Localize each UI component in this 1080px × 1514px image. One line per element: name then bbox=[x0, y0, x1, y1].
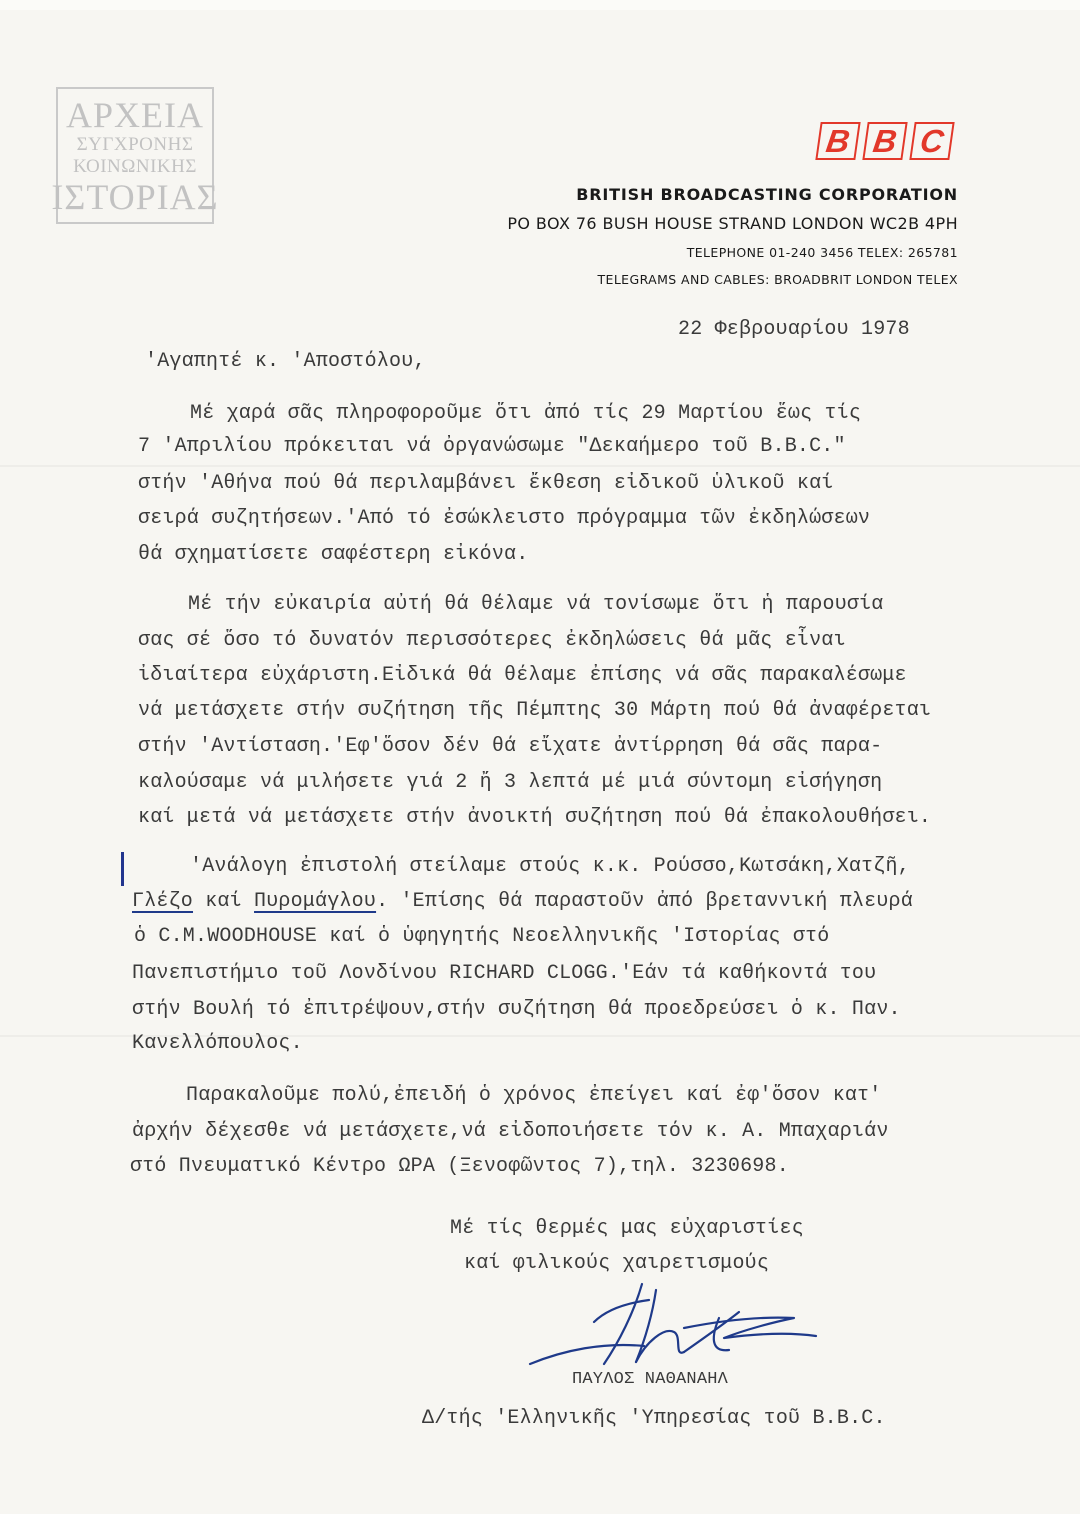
logo-letter: B bbox=[815, 122, 860, 160]
organization-address: PO BOX 76 BUSH HOUSE STRAND LONDON WC2B 4PH bbox=[507, 214, 958, 233]
cables-line: TELEGRAMS AND CABLES: BROADBRIT LONDON TELEX bbox=[597, 272, 958, 287]
signer-title: Δ/τής 'Ελληνικῆς 'Υπηρεσίας τοῦ Β.Β.C. bbox=[422, 1407, 886, 1430]
paragraph-line: σειρά συζητήσεων.'Από τό ἐσώκλειστο πρόγραμμα τῶν ἐκδηλώσεων bbox=[138, 507, 871, 530]
paragraph-line: ὁ C.M.WOODHOUSE καί ὁ ὑφηγητής Νεοελληνικῆς 'Ιστορίας στό bbox=[134, 925, 830, 948]
paragraph-line: στήν Βουλή τό ἐπιτρέψουν,στήν συζήτηση θά προεδρεύσει ὁ κ. Παν. bbox=[132, 998, 901, 1021]
signer-name: ΠΑΥΛΟΣ ΝΑΘΑΝΑΗΛ bbox=[572, 1370, 729, 1389]
paragraph-line: καί μετά νά μετάσχετε στήν ἀνοικτή συζήτηση πού θά ἐπακολουθήσει. bbox=[138, 806, 932, 829]
stamp-line: ΙΣΤΟΡΙΑΣ bbox=[51, 176, 219, 217]
stamp-line: ΣΥΓΧΡΟΝΗΣ bbox=[76, 133, 194, 155]
paragraph-line: Μέ τήν εὐκαιρία αὐτή θά θέλαμε νά τονίσωμε ὅτι ἡ παρουσία bbox=[188, 593, 884, 616]
paragraph-line: νά μετάσχετε στήν συζήτηση τῆς Πέμπτης 30 Μάρτη πού θά ἀναφέρεται bbox=[138, 699, 932, 722]
paragraph-line: 7 'Απριλίου πρόκειται νά ὀργανώσωμε "Δεκαήμερο τοῦ Β.Β.C." bbox=[138, 435, 846, 458]
closing-line: Μέ τίς θερμές μας εὐχαριστίες bbox=[450, 1217, 804, 1240]
underlined-name: Γλέζο bbox=[132, 890, 194, 913]
archive-stamp bbox=[51, 87, 219, 224]
telephone-line: TELEPHONE 01-240 3456 TELEX: 265781 bbox=[686, 245, 958, 260]
paragraph-line: 'Ανάλογη ἐπιστολή στείλαμε στούς κ.κ. Ρούσσο,Κωτσάκη,Χατζῆ, bbox=[190, 855, 910, 878]
logo-letter: B bbox=[862, 122, 907, 160]
paragraph-line: Πανεπιστήμιο τοῦ Λονδίνου RICHARD CLOGG.'Εάν τά καθήκοντά του bbox=[132, 962, 877, 985]
stamp-line: ΑΡΧΕΙΑ bbox=[66, 94, 204, 135]
paragraph-line bbox=[132, 890, 913, 913]
paragraph-line: Μέ χαρά σᾶς πληροφοροῦμε ὅτι ἀπό τίς 29 Μαρτίου ἕως τίς bbox=[190, 402, 862, 425]
logo-letter: C bbox=[909, 122, 954, 160]
paragraph-line: Κανελλόπουλος. bbox=[132, 1032, 303, 1055]
handwritten-signature bbox=[524, 1272, 834, 1382]
closing-line: καί φιλικούς χαιρετισμούς bbox=[464, 1252, 770, 1275]
letter-date: 22 Φεβρουαρίου 1978 bbox=[678, 318, 910, 341]
inline-text: . 'Επίσης θά παραστοῦν ἀπό βρεταννική πλευρά bbox=[376, 890, 913, 913]
paragraph-line: καλούσαμε νά μιλήσετε γιά 2 ἤ 3 λεπτά μέ μιά σύντομη εἰσήγηση bbox=[138, 771, 883, 794]
inline-text: καί bbox=[193, 890, 255, 913]
paragraph-line: ἀρχήν δέχεσθε νά μετάσχετε,νά εἰδοποιήσετε τόν κ. Α. Μπαχαριάν bbox=[132, 1120, 889, 1143]
organization-name: BRITISH BROADCASTING CORPORATION bbox=[576, 185, 958, 204]
paragraph-line: ἰδιαίτερα εὐχάριστη.Εἰδικά θά θέλαμε ἐπίσης νά σᾶς παρακαλέσωμε bbox=[138, 664, 907, 687]
paragraph-line: Παρακαλοῦμε πολύ,ἐπειδή ὁ χρόνος ἐπείγει καί ἐφ'ὅσον κατ' bbox=[186, 1084, 882, 1107]
paragraph-line: στό Πνευματικό Κέντρο ΩΡΑ (Ξενοφῶντος 7),τηλ. 3230698. bbox=[130, 1155, 789, 1178]
paper-fold bbox=[0, 465, 1080, 467]
stamp-line: ΚΟΙΝΩΝΙΚΗΣ bbox=[73, 155, 197, 177]
bbc-logo bbox=[818, 122, 952, 160]
margin-pen-mark bbox=[121, 852, 124, 886]
paragraph-line: σας σέ ὅσο τό δυνατόν περισσότερες ἐκδηλώσεις θά μᾶς εἶναι bbox=[138, 629, 846, 652]
underlined-name: Πυρομάγλου bbox=[254, 890, 377, 913]
paragraph-line: στήν 'Αντίσταση.'Εφ'ὅσον δέν θά εἴχατε ἀντίρρηση θά σᾶς παρα- bbox=[138, 735, 883, 758]
paragraph-line: στήν 'Αθήνα πού θά περιλαμβάνει ἔκθεση εἰδικοῦ ὑλικοῦ καί bbox=[138, 472, 834, 495]
paragraph-line: θά σχηματίσετε σαφέστερη εἰκόνα. bbox=[138, 543, 529, 566]
salutation: 'Αγαπητέ κ. 'Αποστόλου, bbox=[145, 350, 426, 373]
